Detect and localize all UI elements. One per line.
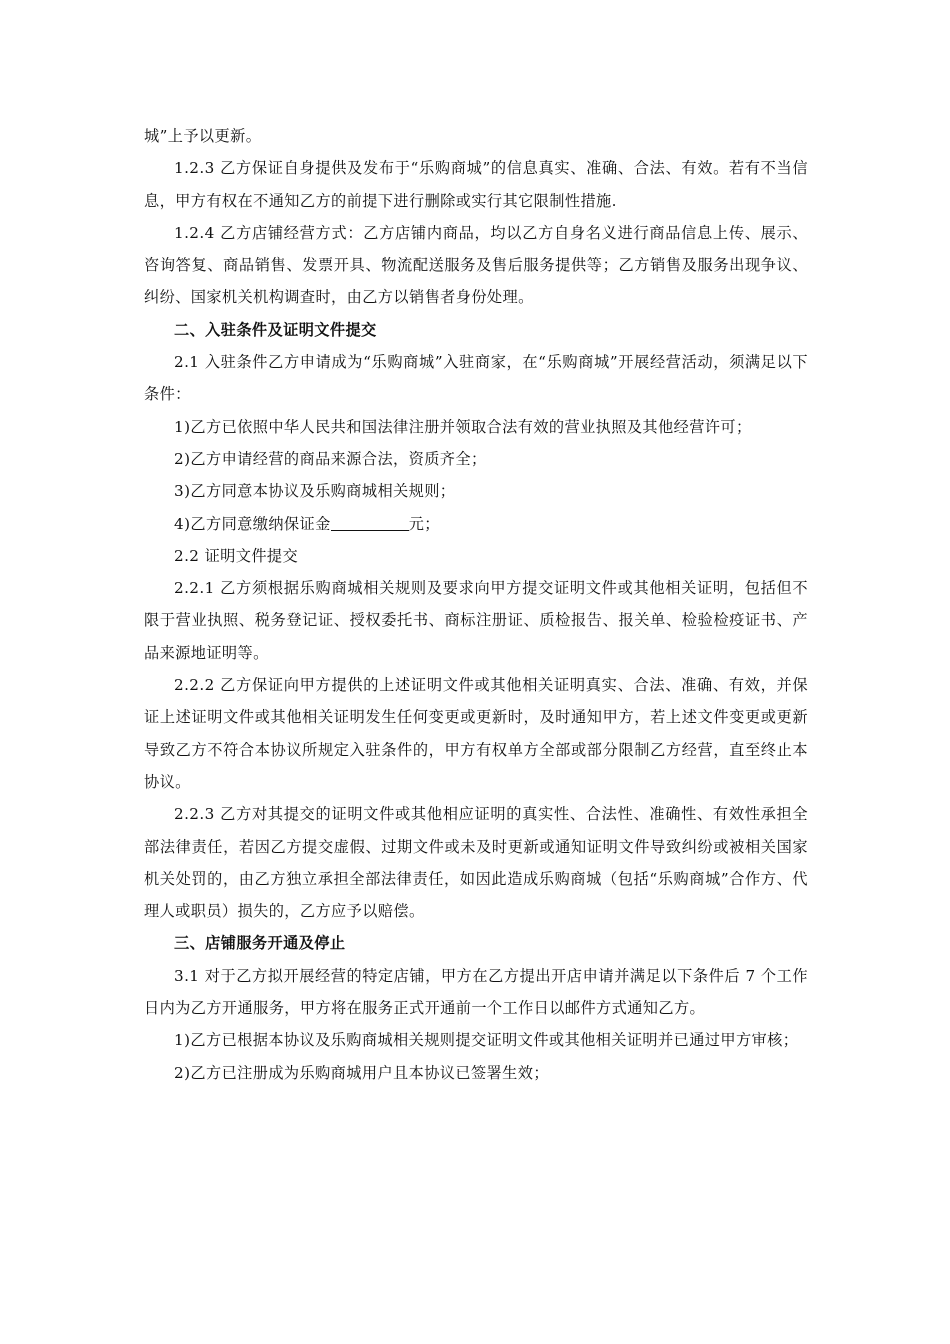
clause-2-2-2: 2.2.2 乙方保证向甲方提供的上述证明文件或其他相关证明真实、合法、准确、有效，并保证上述证明文件或其他相关证明发生任何变更或更新时，及时通知甲方，若上述文件变更或更新导致乙方不符合本协议所规定入驻条件的，甲方有权单方全部或部分限制乙方经营，直至终止本协议。 [144,676,808,791]
clause-2-2: 2.2 证明文件提交 [174,546,299,565]
condition-4-unit: 元； [408,514,440,533]
deposit-blank-line [331,514,409,531]
clause-2-2-3: 2.2.3 乙方对其提交的证明文件或其他相应证明的真实性、合法性、准确性、有效性承担全部法律责任，若因乙方提交虚假、过期文件或未及时更新或通知证明文件导致纠纷或被相关国家机关处罚的，由乙方独立承担全部法律责任，如因此造成乐购商城（包括“乐购商城”合作方、代理人或职员）损失的，乙方应予以赔偿。 [144,805,808,921]
condition-2: 2)乙方申请经营的商品来源合法，资质齐全； [174,449,487,468]
clause-3-1: 3.1 对于乙方拟开展经营的特定店铺，甲方在乙方提出开店申请并满足以下条件后 7 个工作日内为乙方开通服务，甲方将在服务正式开通前一个工作日以邮件方式通知乙方。 [144,966,808,1018]
clause-1-2-4: 1.2.4 乙方店铺经营方式：乙方店铺内商品，均以乙方自身名义进行商品信息上传、展示、咨询答复、商品销售、发票开具、物流配送服务及售后服务提供等；乙方销售及服务出现争议、纠纷、国家机关机构调查时，由乙方以销售者身份处理。 [144,223,808,307]
document-page [144,120,808,1089]
clause-2-2-1: 2.2.1 乙方须根据乐购商城相关规则及要求向甲方提交证明文件或其他相关证明，包括但不限于营业执照、税务登记证、授权委托书、商标注册证、质检报告、报关单、检验检疫证书、产品来源地证明等。 [144,579,808,662]
section-heading-2: 二、入驻条件及证明文件提交 [174,320,377,339]
paragraph-continuation: 城”上予以更新。 [144,127,262,145]
condition-4 [144,508,808,540]
condition-1: 1)乙方已依照中华人民共和国法律注册并领取合法有效的营业执照及其他经营许可； [174,417,752,436]
clause-2-1: 2.1 入驻条件乙方申请成为“乐购商城”入驻商家，在“乐购商城”开展经营活动，须满足以下条件： [144,353,808,404]
condition-4-text: 4)乙方同意缴纳保证金 [174,514,331,533]
section-heading-3: 三、店铺服务开通及停止 [174,934,346,953]
clause-1-2-3: 1.2.3 乙方保证自身提供及发布于“乐购商城”的信息真实、准确、合法、有效。若有不当信息，甲方有权在不通知乙方的前提下进行删除或实行其它限制性措施. [144,159,808,210]
condition-3-1-2: 2)乙方已注册成为乐购商城用户且本协议已签署生效； [174,1063,549,1082]
condition-3-1-1: 1)乙方已根据本协议及乐购商城相关规则提交证明文件或其他相关证明并已通过甲方审核； [174,1031,799,1050]
condition-3: 3)乙方同意本协议及乐购商城相关规则； [174,482,456,501]
